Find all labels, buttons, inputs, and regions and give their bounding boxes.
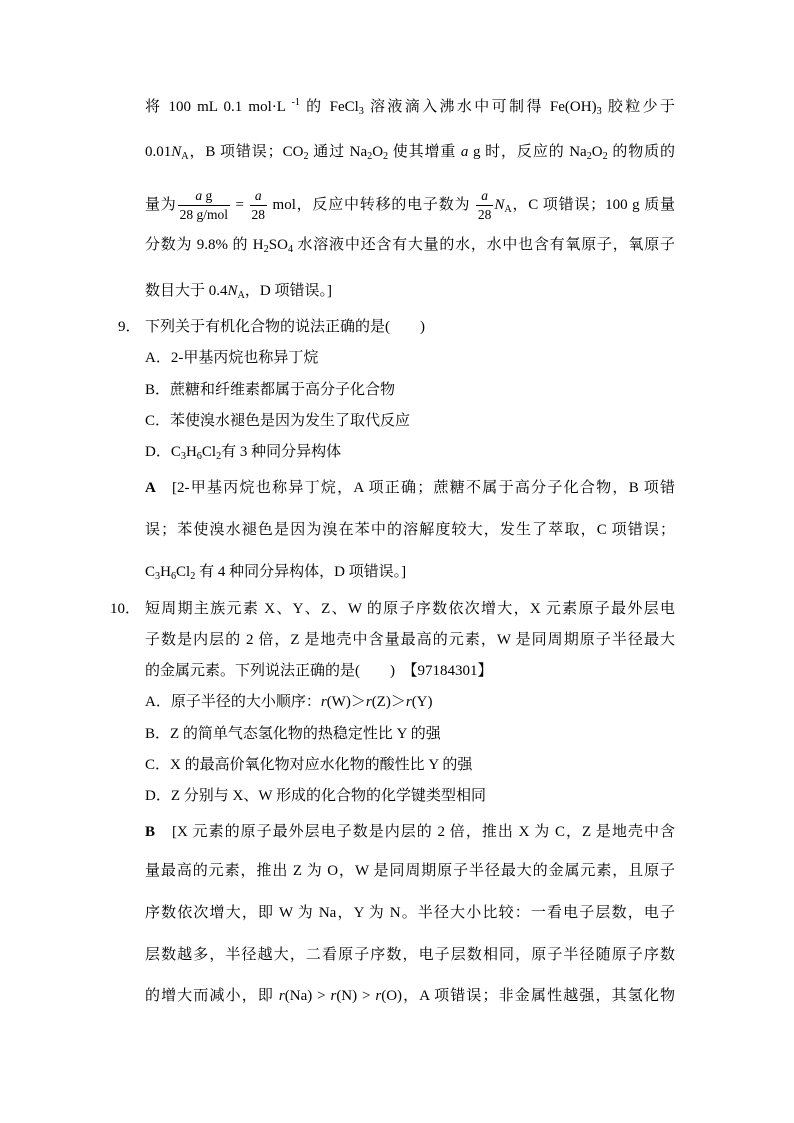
subscript: A [237,290,245,302]
text-run: D．C [145,444,181,460]
explanation-line [145,142,675,162]
text-run: g [202,188,213,203]
text-run: ，B 项错误；CO [188,144,304,160]
fraction [476,189,494,222]
text-run: 水溶液中还含有大量的水，水中也含有氧原子，氧原子 [293,237,676,253]
text-run: 子数是内层的 2 倍，Z 是地壳中含量最高的元素，W 是同周期原子半径最大 [145,632,675,648]
answer-explanation-line [145,986,675,1006]
text-run: O [372,144,384,160]
fraction-denominator [476,206,494,222]
question-stem-line [145,661,675,681]
text-run: ，C 项错误；100 g 质量 [511,197,675,214]
fraction-denominator [250,206,268,222]
text-run: B．蔗糖和纤维素都属于高分子化合物 [145,382,396,398]
italic-variable: r [278,988,285,1004]
text-run: 的金属元素。下列说法正确的是( ) 【97184301】 [145,663,493,679]
text-run: 有 3 种同分异构体 [221,444,342,460]
subscript: 2 [190,571,196,583]
text-run: 通过 Na [308,144,368,160]
subscript: 6 [170,571,177,583]
question-stem-line [145,599,675,619]
explanation-line [145,281,675,301]
text-run: (N) > [336,988,376,1004]
answer-explanation-line [172,478,675,498]
subscript: A [504,204,512,216]
text-run: = [230,197,249,214]
subscript: 2 [216,451,222,463]
text-run: 序数依次增大，即 W 为 Na，Y 为 N。半径大小比较：一看电子层数，电子 [145,905,675,921]
option-a [145,348,675,368]
text-run: 使其增重 [388,144,461,160]
answer-explanation-line [172,822,675,842]
question-stem-line [145,317,675,337]
text-run: B．Z 的简单气态氢化物的热稳定性比 Y 的强 [145,726,441,742]
subscript: 2 [602,151,608,163]
option-d [145,786,675,806]
question-number: 10． [110,601,141,617]
subscript: 6 [196,451,202,463]
text-run: 短周期主族元素 X、Y、Z、W 的原子序数依次增大，X 元素原子最外层电 [145,601,675,617]
italic-variable: N [494,197,505,214]
text-run: 将 100 mL 0.1 mol·L [145,99,292,115]
subscript: 4 [287,244,294,256]
italic-variable: a [195,188,203,203]
text-run: H [185,444,197,460]
text-run: (Y) [411,694,433,710]
text-run: 的 FeCl [299,99,359,115]
text-run: D．Z 分别与 X、W 形成的化合物的化学键类型相同 [145,788,486,804]
option-c [145,755,675,775]
fraction-numerator [476,189,494,206]
text-run: A．2-甲基丙烷也称异丁烷 [145,350,319,366]
text-run: [X 元素的原子最外层电子数是内层的 2 倍，推出 X 为 C，Z 是地壳中含 [172,824,675,840]
answer-explanation-line [145,520,675,540]
italic-variable: a [460,144,469,160]
text-run: (O)，A 项错误；非金属性越强，其氢化物 [381,988,675,1004]
text-run: (Na) > [284,988,331,1004]
subscript: A [181,151,189,163]
fraction [250,189,268,222]
text-run: g 时，反应的 Na [468,144,587,160]
text-run: 有 4 种同分异构体，D 项错误。] [195,564,407,580]
fraction [178,189,230,222]
answer-explanation-line [145,903,675,923]
fraction-denominator [178,206,230,222]
text-run: 误；苯使溴水褪色是因为溴在苯中的溶解度较大，发生了萃取，C 项错误； [145,522,675,538]
subscript: 2 [263,244,269,256]
text-run: 下列关于有机化合物的说法正确的是( ) [145,319,425,335]
option-a [145,692,675,712]
text-run: 的增大而减小，即 [145,988,279,1004]
text-run: Cl [201,444,217,460]
option-c [145,411,675,431]
text-run: 胶粒少于 [601,99,675,115]
text-run: 分数为 9.8% 的 H [145,237,264,253]
answer-letter: A [145,480,156,496]
text-run: C．苯使溴水褪色是因为发生了取代反应 [145,413,411,429]
text-run: mol，反应中转移的电子数为 [268,197,475,214]
text-run: O [591,144,603,160]
text-run: 28 [477,207,492,223]
text-run: C．X 的最高价氧化物对应水化物的酸性比 Y 的强 [145,757,473,773]
superscript: -1 [291,97,300,109]
explanation-line [145,97,675,117]
text-run: SO [268,237,288,253]
subscript: 2 [586,151,592,163]
text-run: 0.01 [145,144,172,160]
subscript: 3 [155,571,161,583]
italic-variable: r [330,988,337,1004]
answer-explanation-line [145,861,675,881]
subscript: 2 [367,151,373,163]
italic-variable: a [254,188,262,203]
text-run: (W)＞ [326,694,366,710]
text-run: 溶液滴入沸水中可制得 Fe(OH) [363,99,597,115]
italic-variable: r [320,694,327,710]
text-run: [2-甲基丙烷也称异丁烷，A 项正确；蔗糖不属于高分子化合物，B 项错 [172,480,675,496]
question-number: 9． [118,319,141,335]
subscript: 3 [596,106,602,118]
text-run: A．原子半径的大小顺序： [145,694,321,710]
subscript: 3 [358,106,364,118]
italic-variable: N [227,283,238,299]
text-run: 数目大于 0.4 [145,283,228,299]
text-run: 层数越多，半径越大，二看原子序数，电子层数相同，原子半径随原子序数 [145,947,675,963]
text-run: 的物质的 [607,144,675,160]
text-run: 量最高的元素，推出 Z 为 O，W 是同周期原子半径最大的金属元素，且原子 [145,863,675,879]
explanation-line [145,188,675,223]
question-stem-line [145,630,675,650]
text-run: Cl [176,564,191,580]
option-b [145,380,675,400]
italic-variable: r [365,694,372,710]
explanation-line [145,235,675,255]
text-run: 量为 [145,197,177,214]
text-run: (Z)＞ [371,694,406,710]
fraction-numerator [178,189,230,206]
answer-explanation-line [145,945,675,965]
option-d [145,442,675,462]
italic-variable: N [171,144,182,160]
fraction-numerator [250,189,268,206]
subscript: 3 [180,451,186,463]
subscript: 2 [383,151,389,163]
text-run: 28 [251,207,265,223]
text-run: H [160,564,171,580]
subscript: 2 [303,151,309,163]
italic-variable: a [481,188,488,203]
text-run: ，D 项错误。] [244,283,332,299]
answer-letter: B [145,824,156,840]
italic-variable: r [375,988,382,1004]
answer-explanation-line [145,562,675,582]
option-b [145,724,675,744]
text-run: C [145,564,156,580]
text-run: 28 g/mol [179,207,228,223]
italic-variable: r [405,694,412,710]
